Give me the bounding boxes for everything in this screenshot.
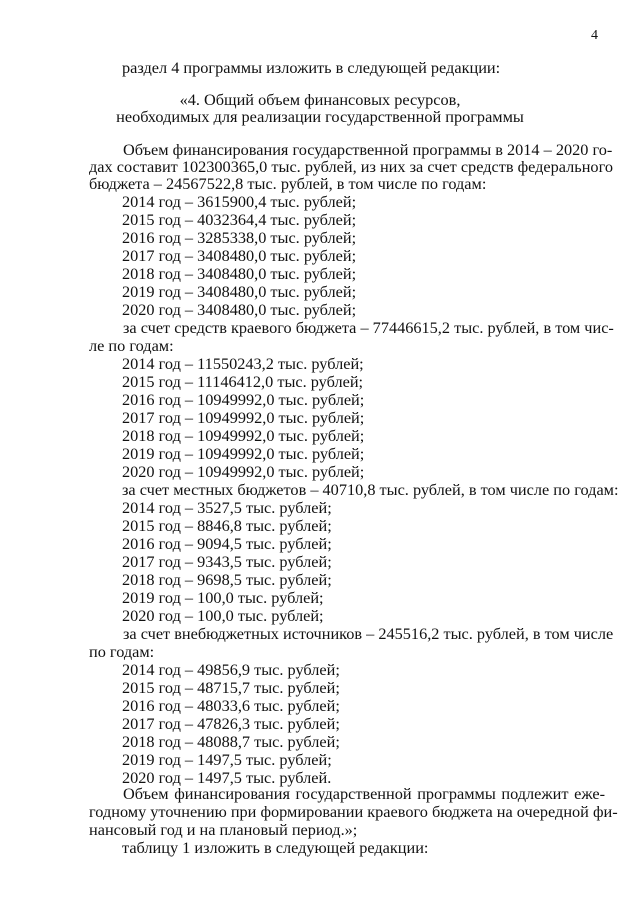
regional-year-item: 2019 год – 10949992,0 тыс. рублей;	[122, 444, 365, 463]
local-year-item: 2014 год – 3527,5 тыс. рублей;	[122, 498, 332, 517]
extrabudget-year-item: 2019 год – 1497,5 тыс. рублей;	[122, 750, 332, 769]
section-heading-line-2: необходимых для реализации государственной программы	[116, 107, 524, 126]
regional-intro-line: за счет средств краевого бюджета – 77446615,2 тыс. рублей, в том чис-	[123, 318, 614, 337]
regional-year-item: 2020 год – 10949992,0 тыс. рублей;	[122, 462, 365, 481]
paragraph-line: дах составит 102300365,0 тыс. рублей, из них за счет средств федерального	[89, 157, 613, 176]
final-instruction-text: таблицу 1 изложить в следующей редакции:	[122, 838, 429, 857]
paragraph-line: бюджета – 24567522,8 тыс. рублей, в том числе по годам:	[89, 174, 487, 193]
federal-year-item: 2019 год – 3408480,0 тыс. рублей;	[122, 282, 357, 301]
regional-year-item: 2017 год – 10949992,0 тыс. рублей;	[122, 408, 365, 427]
extrabudget-intro-line: по годам:	[89, 642, 155, 661]
regional-year-item: 2016 год – 10949992,0 тыс. рублей;	[122, 390, 365, 409]
page-number: 4	[591, 28, 598, 43]
intro-text: раздел 4 программы изложить в следующей редакции:	[122, 58, 501, 77]
federal-year-item: 2018 год – 3408480,0 тыс. рублей;	[122, 264, 357, 283]
closing-paragraph-line: Объем финансирования государственной программы подлежит еже-	[123, 784, 605, 803]
local-year-item: 2019 год – 100,0 тыс. рублей;	[122, 588, 324, 607]
regional-year-item: 2014 год – 11550243,2 тыс. рублей;	[122, 354, 364, 373]
federal-year-item: 2016 год – 3285338,0 тыс. рублей;	[122, 228, 357, 247]
extrabudget-year-item: 2018 год – 48088,7 тыс. рублей;	[122, 732, 340, 751]
closing-paragraph-line: нансовый год и на плановый период.»;	[89, 820, 358, 839]
extrabudget-year-item: 2015 год – 48715,7 тыс. рублей;	[122, 678, 340, 697]
extrabudget-year-item: 2020 год – 1497,5 тыс. рублей.	[122, 768, 332, 787]
local-year-item: 2016 год – 9094,5 тыс. рублей;	[122, 534, 332, 553]
extrabudget-intro-line: за счет внебюджетных источников – 245516,2 тыс. рублей, в том числе	[123, 624, 614, 643]
federal-year-item: 2014 год – 3615900,4 тыс. рублей;	[122, 192, 357, 211]
local-year-item: 2018 год – 9698,5 тыс. рублей;	[122, 570, 332, 589]
local-intro-line: за счет местных бюджетов – 40710,8 тыс. рублей, в том числе по годам:	[122, 480, 619, 499]
closing-paragraph-line: годному уточнению при формировании краевого бюджета на очередной фи-	[89, 802, 618, 821]
paragraph-line: Объем финансирования государственной программы в 2014 – 2020 го-	[123, 140, 613, 159]
regional-year-item: 2018 год – 10949992,0 тыс. рублей;	[122, 426, 365, 445]
federal-year-item: 2017 год – 3408480,0 тыс. рублей;	[122, 246, 357, 265]
local-year-item: 2020 год – 100,0 тыс. рублей;	[122, 606, 324, 625]
extrabudget-year-item: 2016 год – 48033,6 тыс. рублей;	[122, 696, 340, 715]
regional-intro-line: ле по годам:	[89, 336, 174, 355]
local-year-item: 2017 год – 9343,5 тыс. рублей;	[122, 552, 332, 571]
section-heading-line-1: «4. Общий объем финансовых ресурсов,	[179, 90, 461, 109]
federal-year-item: 2015 год – 4032364,4 тыс. рублей;	[122, 210, 357, 229]
federal-year-item: 2020 год – 3408480,0 тыс. рублей;	[122, 300, 357, 319]
local-year-item: 2015 год – 8846,8 тыс. рублей;	[122, 516, 332, 535]
extrabudget-year-item: 2017 год – 47826,3 тыс. рублей;	[122, 714, 340, 733]
regional-year-item: 2015 год – 11146412,0 тыс. рублей;	[122, 372, 364, 391]
extrabudget-year-item: 2014 год – 49856,9 тыс. рублей;	[122, 660, 340, 679]
